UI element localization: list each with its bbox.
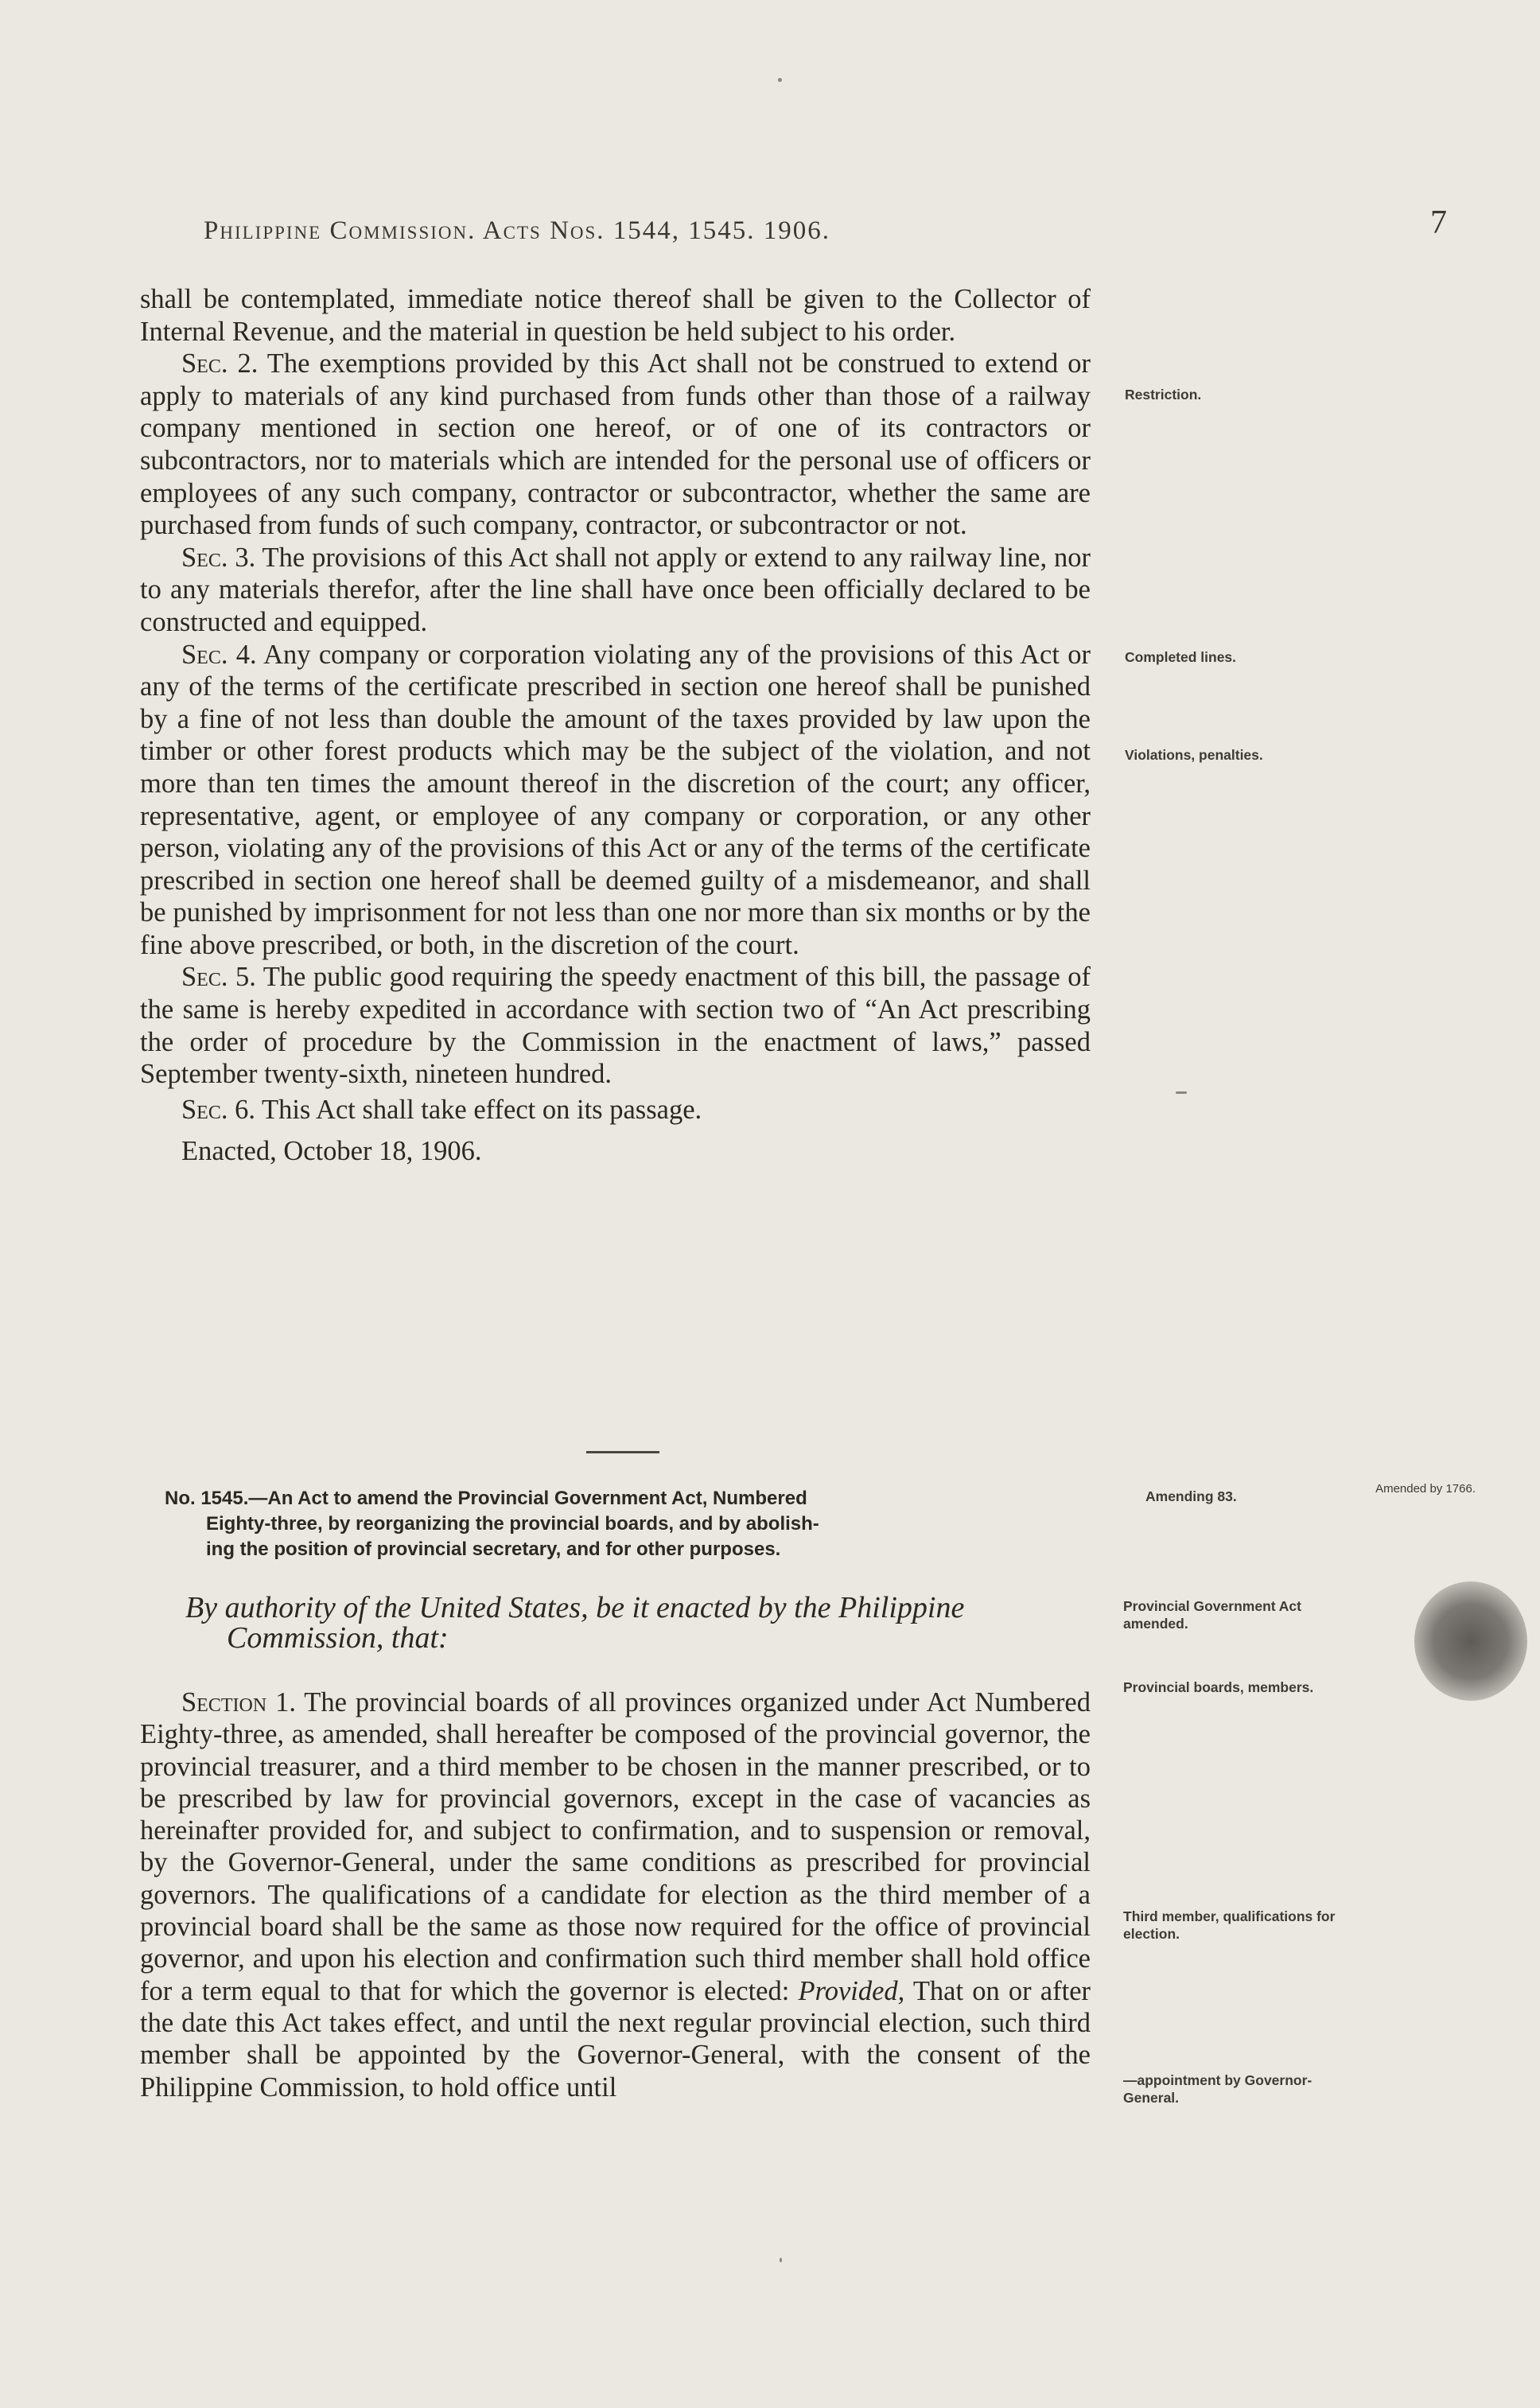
section-6-text: This Act shall take effect on its passage. xyxy=(262,1094,702,1125)
running-head: Philippine Commission. Acts Nos. 1544, 1545. 1906. xyxy=(204,216,831,245)
section-divider xyxy=(586,1451,659,1453)
section-5 xyxy=(140,961,1091,1090)
section-5-text: The public good requiring the speedy enactment of this bill, the passage of the same is hereby expedited in accordance with section two of “An Act prescribing the order of procedure by the Commission in the enactment of laws,” passed September twenty-sixth, nineteen hundred. xyxy=(140,962,1091,1090)
act-1544-text xyxy=(140,283,1091,1168)
act-number: No. 1545. xyxy=(165,1488,249,1509)
section-4-label: Sec. 4. xyxy=(181,639,257,670)
paper-speck xyxy=(780,2258,782,2262)
provided-word: Provided, xyxy=(798,1975,905,2006)
section-3-text: The provisions of this Act shall not apply or extend to any railway line, nor to any materials therefor, after the line shall have once been officially declared to be constructed and equipped. xyxy=(140,542,1091,637)
section-2-text: The exemptions provided by this Act shall not be construed to extend or apply to materials of any kind purchased from funds other than those of a railway company mentioned in section one hereof, or of one of its contractors or subcontractors, nor to materials which are intended for the personal use of officers or employees of any such company, contractor or subcontractor, whether the same are purchased from funds of such company, contractor, or subcontractor or not. xyxy=(140,348,1091,541)
enacted-date: Enacted, October 18, 1906. xyxy=(181,1136,482,1167)
margin-note-amended-by: Amended by 1766. xyxy=(1375,1482,1476,1496)
act-title-line-1 xyxy=(165,1486,1131,1511)
margin-note-amending: Amending 83. xyxy=(1145,1488,1237,1504)
paper-speck xyxy=(1176,1091,1187,1094)
margin-note-appointment: —appointment by Governor-General. xyxy=(1123,2072,1312,2106)
section-1-text: The provincial boards of all provinces organized under Act Numbered Eighty-three, as amended, shall hereafter be composed of the provincial governor, the provincial treasurer, and a third member to be chosen in the manner prescribed, or to be prescribed by law for provincial governors, except in the case of vacancies as hereinafter provided for, and subject to confirmation, and to suspension or removal, by the Governor-General, under the same conditions as prescribed for provincial governors. The qualifications of a candidate for election as the third member of a provincial board shall be the same as those now required for the office of provincial governor, and upon his election and confirmation such third member shall hold office for a term equal to that for which the governor is elected: xyxy=(140,1687,1091,2006)
section-2-label: Sec. 2. xyxy=(181,348,259,379)
paragraph-continuation: shall be contemplated, immediate notice thereof shall be given to the Collector of Internal Revenue, and the material in question be held subject to his order. xyxy=(140,284,1091,347)
margin-note-third-member: Third member, qualifications for election. xyxy=(1123,1908,1336,1942)
section-4 xyxy=(140,639,1091,962)
act-1545-section-1 xyxy=(140,1686,1091,2103)
section-3 xyxy=(140,542,1091,639)
margin-note-restriction: Restriction. xyxy=(1125,387,1202,403)
enacting-line-1: By authority of the United States, be it enacted by the Philippine xyxy=(185,1591,965,1624)
margin-note-violations: Violations, penalties. xyxy=(1125,747,1263,763)
act-1545-heading xyxy=(165,1486,1131,1562)
margin-note-provincial-boards: Provincial boards, members. xyxy=(1123,1679,1314,1695)
enacting-line-2: Commission, that: xyxy=(227,1621,449,1655)
section-4-text: Any company or corporation violating any of the provisions of this Act or any of the terms of the certificate prescribed in section one hereof shall be punished by a fine of not less than double the amount of the taxes provided by law upon the timber or other forest products which may be the subject of the violation, and not more than ten times the amount thereof in the discretion of the court; any officer, representative, agent, or employee of any company or corporation, or any other person, violating any of the provisions of this Act or any of the terms of the certificate prescribed in section one hereof shall be deemed guilty of a misdemeanor, and shall be punished by imprisonment for not less than one nor more than six months or by the fine above prescribed, or both, in the discretion of the court. xyxy=(140,639,1091,960)
enacting-clause xyxy=(185,1593,1108,1653)
margin-note-completed-lines: Completed lines. xyxy=(1125,649,1237,665)
page-number: 7 xyxy=(1430,204,1447,241)
act-title-text-1: —An Act to amend the Provincial Government Act, Numbered xyxy=(248,1488,807,1509)
ink-stain xyxy=(1414,1581,1527,1701)
section-6 xyxy=(140,1094,1091,1126)
section-1-label: Section 1. xyxy=(181,1687,296,1717)
section-5-label: Sec. 5. xyxy=(181,962,256,993)
paper-speck xyxy=(778,78,782,82)
act-title-line-2: Eighty-three, by reorganizing the provincial boards, and by abolish- xyxy=(206,1513,819,1535)
section-2 xyxy=(140,348,1091,542)
section-1 xyxy=(140,1686,1091,2103)
section-3-label: Sec. 3. xyxy=(181,542,256,573)
act-title-line-3: ing the position of provincial secretary, and for other purposes. xyxy=(206,1539,781,1560)
section-6-label: Sec. 6. xyxy=(181,1094,255,1125)
section-1-text-cont: That on or after the date this Act takes effect, and until the next regular provincial election, such third member shall be appointed by the Governor-General, with the consent of the Philippine Commission, to hold office until xyxy=(140,1975,1091,2103)
margin-note-provincial-government: Provincial Government Act amended. xyxy=(1123,1598,1301,1632)
